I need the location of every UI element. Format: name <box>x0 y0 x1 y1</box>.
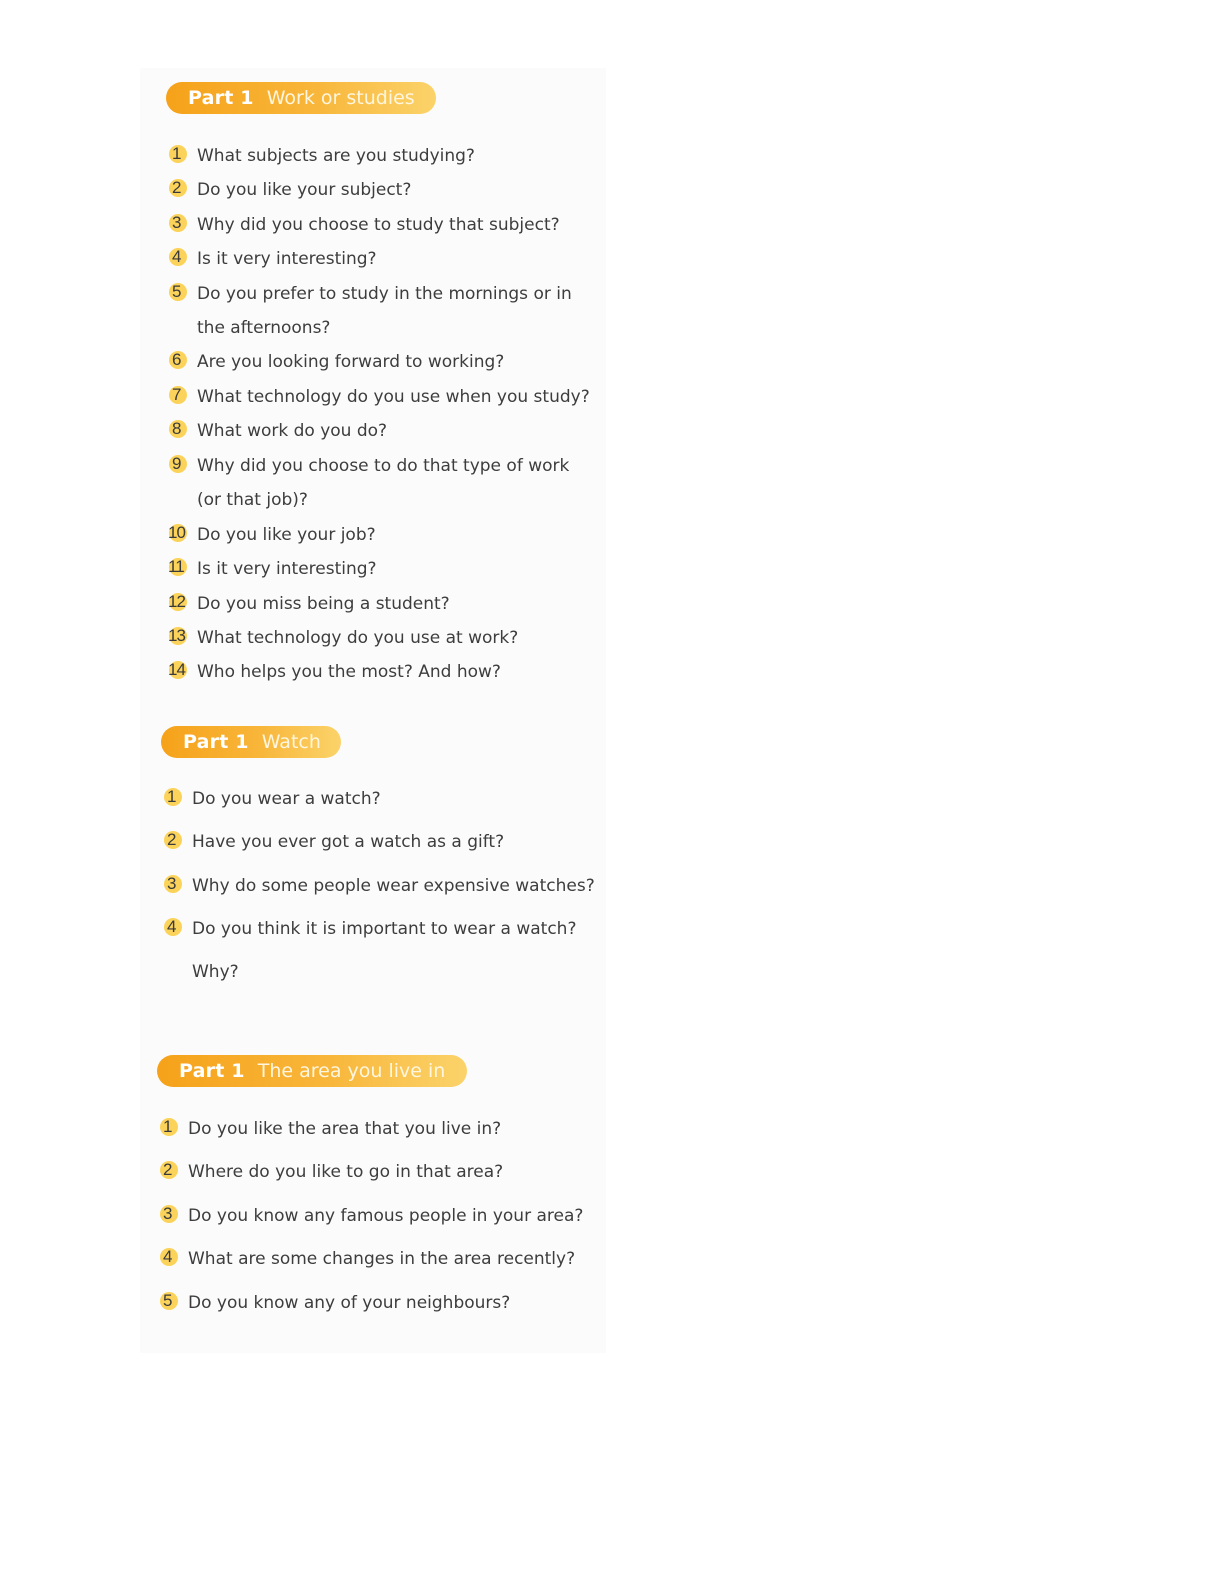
question-item <box>169 524 376 546</box>
question-text: Do you like your subject? <box>197 180 412 200</box>
number-badge: 9 <box>169 455 191 477</box>
question-item <box>160 1161 503 1183</box>
question-item <box>169 627 518 649</box>
question-text: Are you looking forward to working? <box>197 352 505 372</box>
question-item <box>160 1292 510 1314</box>
question-text: Where do you like to go in that area? <box>188 1162 504 1182</box>
question-text: What subjects are you studying? <box>197 146 475 166</box>
number-badge: 7 <box>169 386 191 408</box>
number-badge: 1 <box>169 145 191 167</box>
number-badge: 8 <box>169 420 191 442</box>
number-badge: 1 <box>164 788 186 810</box>
topic-label: Watch <box>261 731 321 753</box>
question-item <box>169 179 411 201</box>
question-item <box>164 918 582 994</box>
number-badge: 3 <box>160 1205 182 1227</box>
part-label: Part 1 <box>179 1060 245 1082</box>
number-badge: 10 <box>169 524 191 546</box>
question-item <box>169 455 577 517</box>
question-text: What technology do you use at work? <box>197 628 519 648</box>
question-text: Have you ever got a watch as a gift? <box>192 832 505 852</box>
question-item <box>169 558 377 580</box>
number-badge: 6 <box>169 351 191 373</box>
question-item <box>164 788 381 810</box>
question-item <box>169 351 504 373</box>
question-item <box>169 420 387 442</box>
section-header-area-you-live-in <box>157 1055 467 1087</box>
question-item <box>169 386 590 408</box>
number-badge: 5 <box>169 283 191 305</box>
question-text: Do you miss being a student? <box>197 594 450 614</box>
question-text: Why did you choose to do that type of work (or that job)? <box>197 456 570 510</box>
number-badge: 1 <box>160 1118 182 1140</box>
number-badge: 4 <box>169 248 191 270</box>
question-item <box>160 1205 583 1227</box>
question-text: Do you like your job? <box>197 525 376 545</box>
question-item <box>164 875 595 897</box>
topic-label: The area you live in <box>257 1060 446 1082</box>
part-label: Part 1 <box>183 731 249 753</box>
question-text: What work do you do? <box>197 421 388 441</box>
question-text: What technology do you use when you study? <box>197 387 590 407</box>
part-label: Part 1 <box>188 87 254 109</box>
question-text: Why did you choose to study that subject? <box>197 215 560 235</box>
section-header-watch <box>161 726 341 758</box>
question-text: Who helps you the most? And how? <box>197 662 501 682</box>
number-badge: 11 <box>169 558 191 580</box>
question-text: Why do some people wear expensive watches? <box>192 876 595 896</box>
question-text: Do you wear a watch? <box>192 789 381 809</box>
number-badge: 2 <box>160 1161 182 1183</box>
number-badge: 2 <box>164 831 186 853</box>
question-item <box>169 283 602 345</box>
number-badge: 4 <box>164 918 186 940</box>
question-text: Do you think it is important to wear a watch? Why? <box>192 919 577 982</box>
question-text: Do you prefer to study in the mornings or in the afternoons? <box>197 284 572 338</box>
number-badge: 3 <box>164 875 186 897</box>
question-text: Do you know any of your neighbours? <box>188 1293 511 1313</box>
question-text: Do you know any famous people in your area? <box>188 1206 584 1226</box>
number-badge: 12 <box>169 593 191 615</box>
number-badge: 3 <box>169 214 191 236</box>
question-text: Is it very interesting? <box>197 559 377 579</box>
number-badge: 5 <box>160 1292 182 1314</box>
number-badge: 2 <box>169 179 191 201</box>
section-header-work-or-studies <box>166 82 436 114</box>
number-badge: 14 <box>169 661 191 683</box>
question-item <box>169 145 475 167</box>
question-text: What are some changes in the area recently? <box>188 1249 576 1269</box>
question-text: Is it very interesting? <box>197 249 377 269</box>
question-item <box>169 661 501 683</box>
number-badge: 4 <box>160 1248 182 1270</box>
question-item <box>160 1248 575 1270</box>
question-item <box>169 214 560 236</box>
question-item <box>169 593 450 615</box>
question-item <box>164 831 504 853</box>
question-item <box>160 1118 501 1140</box>
question-item <box>169 248 377 270</box>
topic-label: Work or studies <box>266 87 415 109</box>
number-badge: 13 <box>169 627 191 649</box>
question-text: Do you like the area that you live in? <box>188 1119 502 1139</box>
